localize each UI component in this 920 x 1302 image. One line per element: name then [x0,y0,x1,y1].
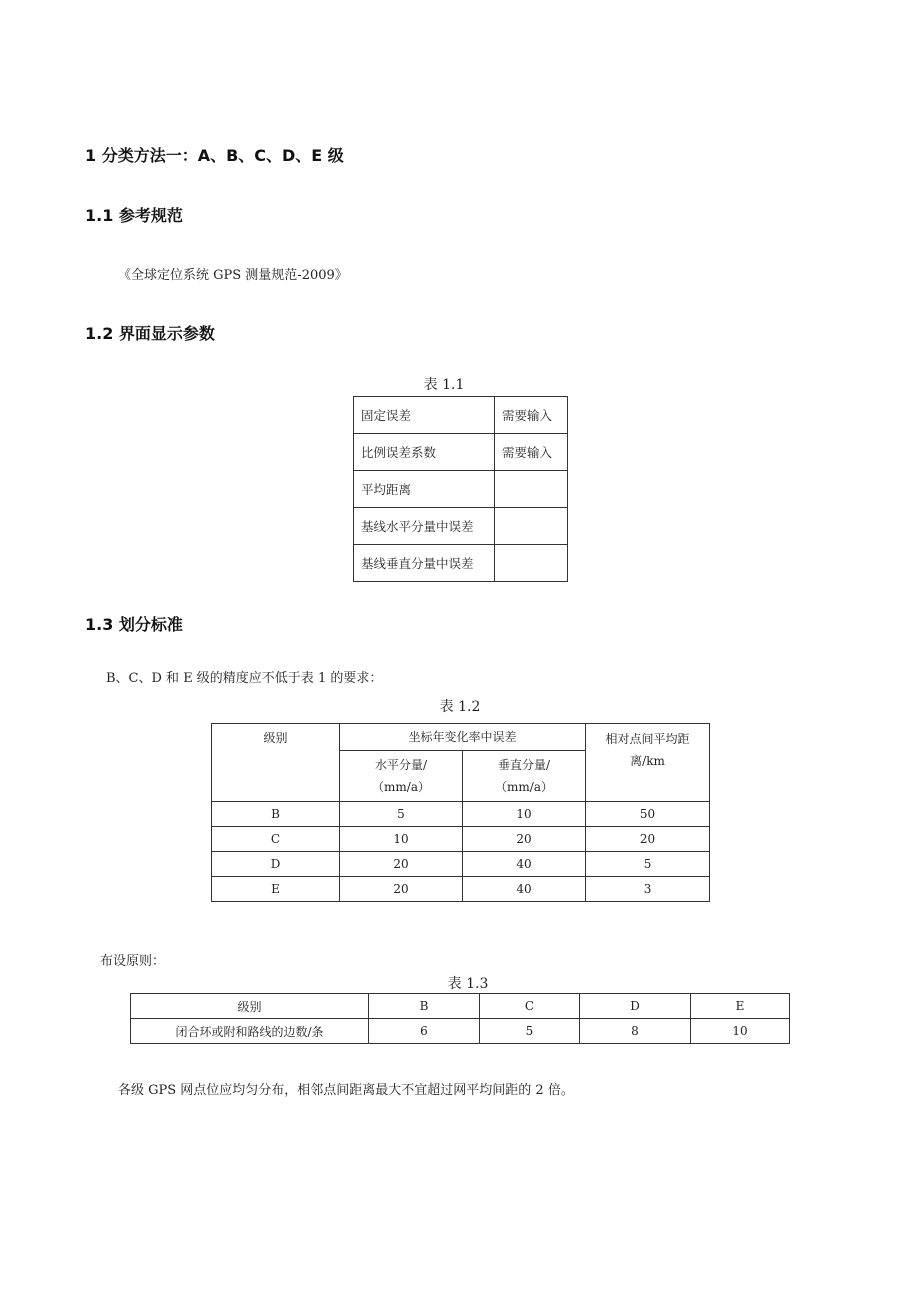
reference-standard: 《全球定位系统 GPS 测量规范-2009》 [118,268,348,283]
cell-level: D [212,852,340,877]
cell-c: 5 [480,1019,580,1044]
header-vertical-line1: 垂直分量/ [497,757,551,772]
table-row [354,434,568,471]
header-level: 级别 [212,724,340,802]
table-row [354,471,568,508]
cell-level: E [212,877,340,902]
param-value[interactable] [495,545,568,582]
table-header-row [212,724,710,751]
cell-vertical: 40 [463,852,586,877]
header-horizontal [340,750,463,801]
param-value[interactable]: 需要输入 [495,434,568,471]
header-horizontal-line1: 水平分量/ [374,757,428,772]
param-label: 固定误差 [354,397,495,434]
layout-principle-label: 布设原则： [100,954,166,969]
header-d: D [580,994,691,1019]
cell-horizontal: 20 [340,877,463,902]
cell-d: 8 [580,1019,691,1044]
cell-distance: 20 [586,827,710,852]
cell-vertical: 10 [463,802,586,827]
header-level: 级别 [131,994,369,1019]
cell-level: B [212,802,340,827]
table-row [212,852,710,877]
cell-e: 10 [691,1019,790,1044]
table-row [354,508,568,545]
header-c: C [480,994,580,1019]
cell-vertical: 40 [463,877,586,902]
param-label: 基线垂直分量中误差 [354,545,495,582]
section-1-1-title: 1.1 参考规范 [85,206,183,225]
header-distance-line2: 离/km [630,754,665,768]
cell-b: 6 [369,1019,480,1044]
param-value[interactable] [495,508,568,545]
cell-vertical: 20 [463,827,586,852]
header-average-distance [586,724,710,802]
cell-horizontal: 20 [340,852,463,877]
cell-horizontal: 5 [340,802,463,827]
table-1-1-caption: 表 1.1 [423,377,465,393]
header-horizontal-line2: （mm/a） [372,779,430,794]
param-value[interactable] [495,471,568,508]
param-label: 基线水平分量中误差 [354,508,495,545]
table-1-2 [211,723,710,902]
header-vertical [463,750,586,801]
row-label: 闭合环或附和路线的边数/条 [131,1019,369,1044]
header-distance-line1: 相对点间平均距 [605,732,690,746]
table-row [354,397,568,434]
precision-intro: B、C、D 和 E 级的精度应不低于表 1 的要求： [106,671,383,686]
table-row [354,545,568,582]
cell-horizontal: 10 [340,827,463,852]
section-1-3-title: 1.3 划分标准 [85,615,183,634]
cell-distance: 5 [586,852,710,877]
section-1-2-title: 1.2 界面显示参数 [85,324,215,343]
table-1-1 [353,396,568,582]
table-row [212,827,710,852]
table-row [131,1019,790,1044]
param-label: 平均距离 [354,471,495,508]
header-coordinate-rate-error: 坐标年变化率中误差 [340,724,586,751]
table-row [212,802,710,827]
table-1-3 [130,993,790,1044]
closing-note: 各级 GPS 网点位应均匀分布，相邻点间距离最大不宜超过网平均间距的 2 倍。 [118,1083,574,1098]
table-row [212,877,710,902]
cell-level: C [212,827,340,852]
header-vertical-line2: （mm/a） [495,779,553,794]
param-value[interactable]: 需要输入 [495,397,568,434]
table-header-row [131,994,790,1019]
cell-distance: 3 [586,877,710,902]
table-1-2-caption: 表 1.2 [439,699,481,715]
header-b: B [369,994,480,1019]
table-1-3-caption: 表 1.3 [447,976,489,992]
header-e: E [691,994,790,1019]
cell-distance: 50 [586,802,710,827]
heading-1: 1 分类方法一：A、B、C、D、E 级 [85,146,344,165]
param-label: 比例误差系数 [354,434,495,471]
